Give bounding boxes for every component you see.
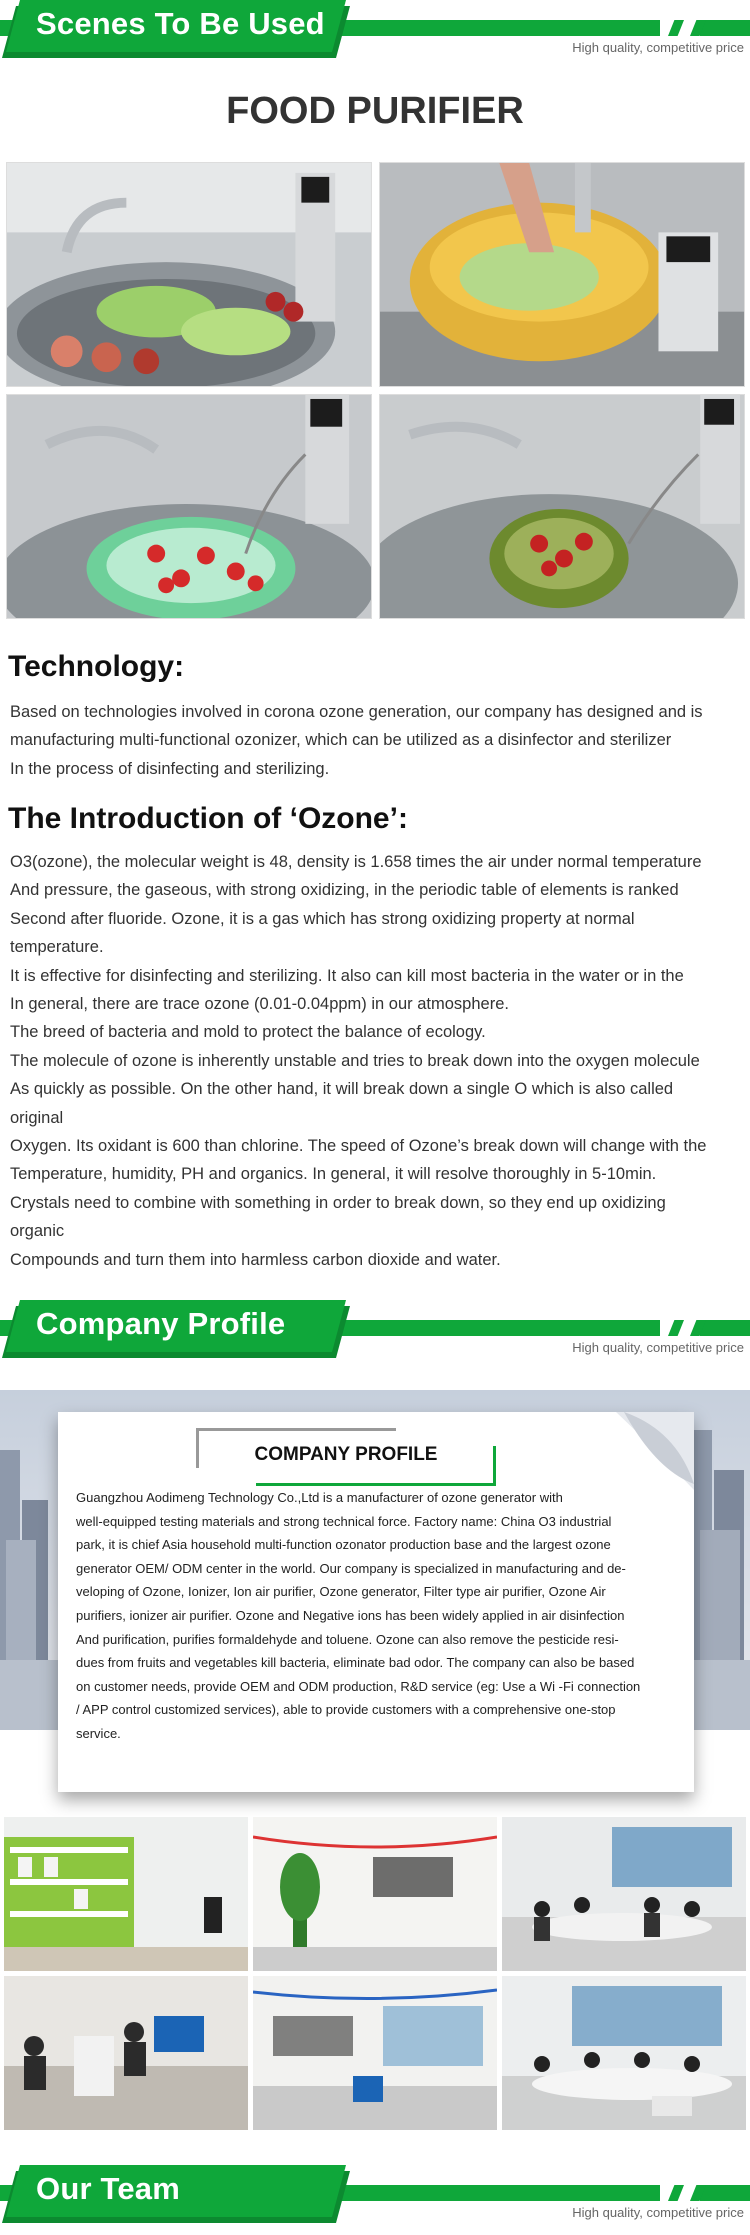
- company-profile-title-box: [196, 1428, 496, 1486]
- text-line: on customer needs, provide OEM and ODM production, R&D service (eg: Use a Wi -Fi connection: [76, 1678, 641, 1694]
- text-line: As quickly as possible. On the other hand, it will break down a single O which is also called: [10, 1080, 674, 1099]
- photo-office-lobby: [253, 1817, 497, 1971]
- text-line: Based on technologies involved in corona ozone generation, our company has designed and is: [10, 703, 703, 721]
- photo-office-meeting: [502, 1817, 746, 1971]
- section-banner-team: [0, 2165, 750, 2235]
- text-line: Oxygen. Its oxidant is 600 than chlorine. The speed of Ozone’s break down will change with the: [10, 1137, 707, 1156]
- photo-office-reception: [253, 1976, 497, 2130]
- text-line: service.: [76, 1725, 121, 1741]
- text-line: In the process of disinfecting and sterilizing.: [10, 759, 330, 778]
- company-profile-text: [76, 1486, 686, 1746]
- text-line: park, it is chief Asia household multi-function ozonator production base and the largest ozone: [76, 1537, 611, 1553]
- text-line: original: [10, 1108, 64, 1127]
- section-banner-company: [0, 1300, 750, 1370]
- text-line: purifiers, ionizer air purifier. Ozone and Negative ions has been widely applied in air disinfection: [76, 1607, 625, 1623]
- text-line: It is effective for disinfecting and sterilizing. It also can kill most bacteria in the water or in the: [10, 966, 684, 985]
- section-banner-scenes: [0, 0, 750, 70]
- text-line: generator OEM/ ODM center in the world. Our company is specialized in manufacturing and de-: [76, 1560, 626, 1576]
- banner-tagline: High quality, competitive price: [572, 1340, 744, 1355]
- text-line: veloping of Ozone, Ionizer, Ion air purifier, Ozone generator, Filter type air purifier, Ozone Air: [76, 1584, 606, 1600]
- text-line: The breed of bacteria and mold to protect the balance of ecology.: [10, 1023, 486, 1042]
- text-line: The molecule of ozone is inherently unstable and tries to break down into the oxygen molecule: [10, 1051, 700, 1070]
- text-line: And purification, purifies formaldehyde and toluene. Ozone can also remove the pesticide resi-: [76, 1631, 619, 1647]
- photo-office-showroom: [4, 1817, 248, 1971]
- text-line: And pressure, the gaseous, with strong oxidizing, in the periodic table of elements is ranked: [10, 881, 679, 900]
- text-line: O3(ozone), the molecular weight is 48, density is 1.658 times the air under normal temperature: [10, 853, 702, 871]
- technology-text: [10, 698, 745, 783]
- ozone-text: [10, 848, 745, 1274]
- text-line: Second after fluoride. Ozone, it is a gas which has strong oxidizing property at normal: [10, 909, 635, 928]
- photo-sink-vegetables: [6, 162, 372, 387]
- photo-office-team-table: [502, 1976, 746, 2130]
- company-profile-title: COMPANY PROFILE: [254, 1444, 438, 1465]
- photo-office-workstation: [4, 1976, 248, 2130]
- text-line: organic: [10, 1222, 65, 1241]
- photo-sink-strawberry-colander: [379, 394, 745, 619]
- text-line: / APP control customized services), able to provide customers with a comprehensive one-stop: [76, 1702, 616, 1718]
- text-line: manufacturing multi-functional ozonizer, which can be utilized as a disinfector and sterilizer: [10, 731, 672, 750]
- text-line: Crystals need to combine with something in order to break down, so they end up oxidizing: [10, 1193, 666, 1212]
- banner-title: Scenes To Be Used: [36, 6, 325, 41]
- ozone-heading: The Introduction of ‘Ozone’:: [8, 802, 408, 835]
- text-line: temperature.: [10, 938, 104, 957]
- text-line: dues from fruits and vegetables kill bacteria, eliminate bad odor. The company can also be based: [76, 1655, 635, 1671]
- text-line: Temperature, humidity, PH and organics. In general, it will resolve thoroughly in 5-10min.: [10, 1165, 657, 1184]
- food-purifier-heading: FOOD PURIFIER: [226, 90, 524, 132]
- text-line: Guangzhou Aodimeng Technology Co.,Ltd is a manufacturer of ozone generator with: [76, 1490, 563, 1505]
- banner-title: Company Profile: [36, 1306, 286, 1341]
- photo-sink-cabbage: [379, 162, 745, 387]
- text-line: well-equipped testing materials and strong technical force. Factory name: China O3 industrial: [76, 1513, 612, 1529]
- banner-tagline: High quality, competitive price: [572, 40, 744, 55]
- text-line: Compounds and turn them into harmless carbon dioxide and water.: [10, 1250, 501, 1269]
- photo-sink-strawberry-bowl: [6, 394, 372, 619]
- banner-tagline: High quality, competitive price: [572, 2205, 744, 2220]
- text-line: In general, there are trace ozone (0.01-0.04ppm) in our atmosphere.: [10, 995, 509, 1014]
- banner-title: Our Team: [36, 2171, 181, 2206]
- technology-heading: Technology:: [8, 650, 185, 683]
- page-curl: [616, 1410, 696, 1490]
